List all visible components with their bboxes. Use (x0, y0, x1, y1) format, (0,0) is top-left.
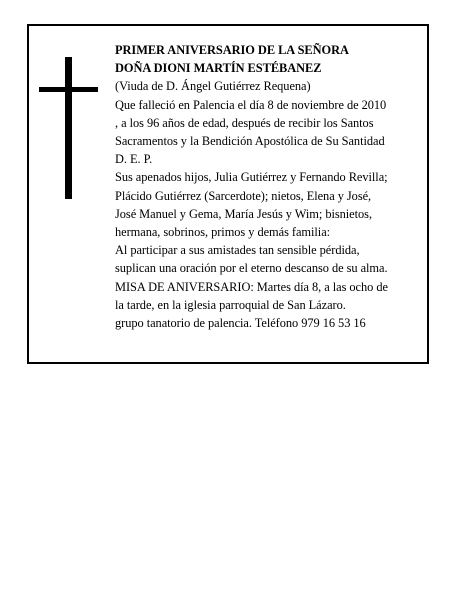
notice-title-line-1: PRIMER ANIVERSARIO DE LA SEÑORA (115, 43, 349, 57)
body-line: , a los 96 años de edad, después de recibir los Santos (115, 115, 374, 130)
widow-of-line: (Viuda de D. Ángel Gutiérrez Requena) (115, 79, 311, 94)
cross-vertical-bar (65, 57, 72, 199)
body-line: hermana, sobrinos, primos y demás familia: (115, 225, 331, 240)
mass-line: MISA DE ANIVERSARIO: Martes día 8, a las ocho de (115, 279, 388, 294)
body-line: Plácido Gutiérrez (Sarcerdote); nietos, Elena y José, (115, 188, 372, 203)
body-line: Al participar a sus amistades tan sensible pérdida, (115, 243, 360, 258)
body-line: Que falleció en Palencia el día 8 de noviembre de 2010 (115, 97, 387, 112)
body-line: Sus apenados hijos, Julia Gutiérrez y Fernando Revilla; (115, 170, 388, 185)
obituary-notice (27, 24, 429, 364)
notice-title-line-2: DOÑA DIONI MARTÍN ESTÉBANEZ (115, 61, 322, 76)
mass-line: la tarde, en la iglesia parroquial de San Lázaro. (115, 297, 346, 312)
notice-text (115, 41, 425, 332)
rip-line: D. E. P. (115, 152, 153, 167)
cross-horizontal-bar (39, 87, 98, 92)
body-line: José Manuel y Gema, María Jesús y Wim; bisnietos, (115, 206, 372, 221)
funeral-home-contact-line: grupo tanatorio de palencia. Teléfono 979 16 53 16 (115, 316, 366, 331)
body-line: suplican una oración por el eterno descanso de su alma. (115, 261, 388, 276)
body-line: Sacramentos y la Bendición Apostólica de Su Santidad (115, 134, 385, 149)
